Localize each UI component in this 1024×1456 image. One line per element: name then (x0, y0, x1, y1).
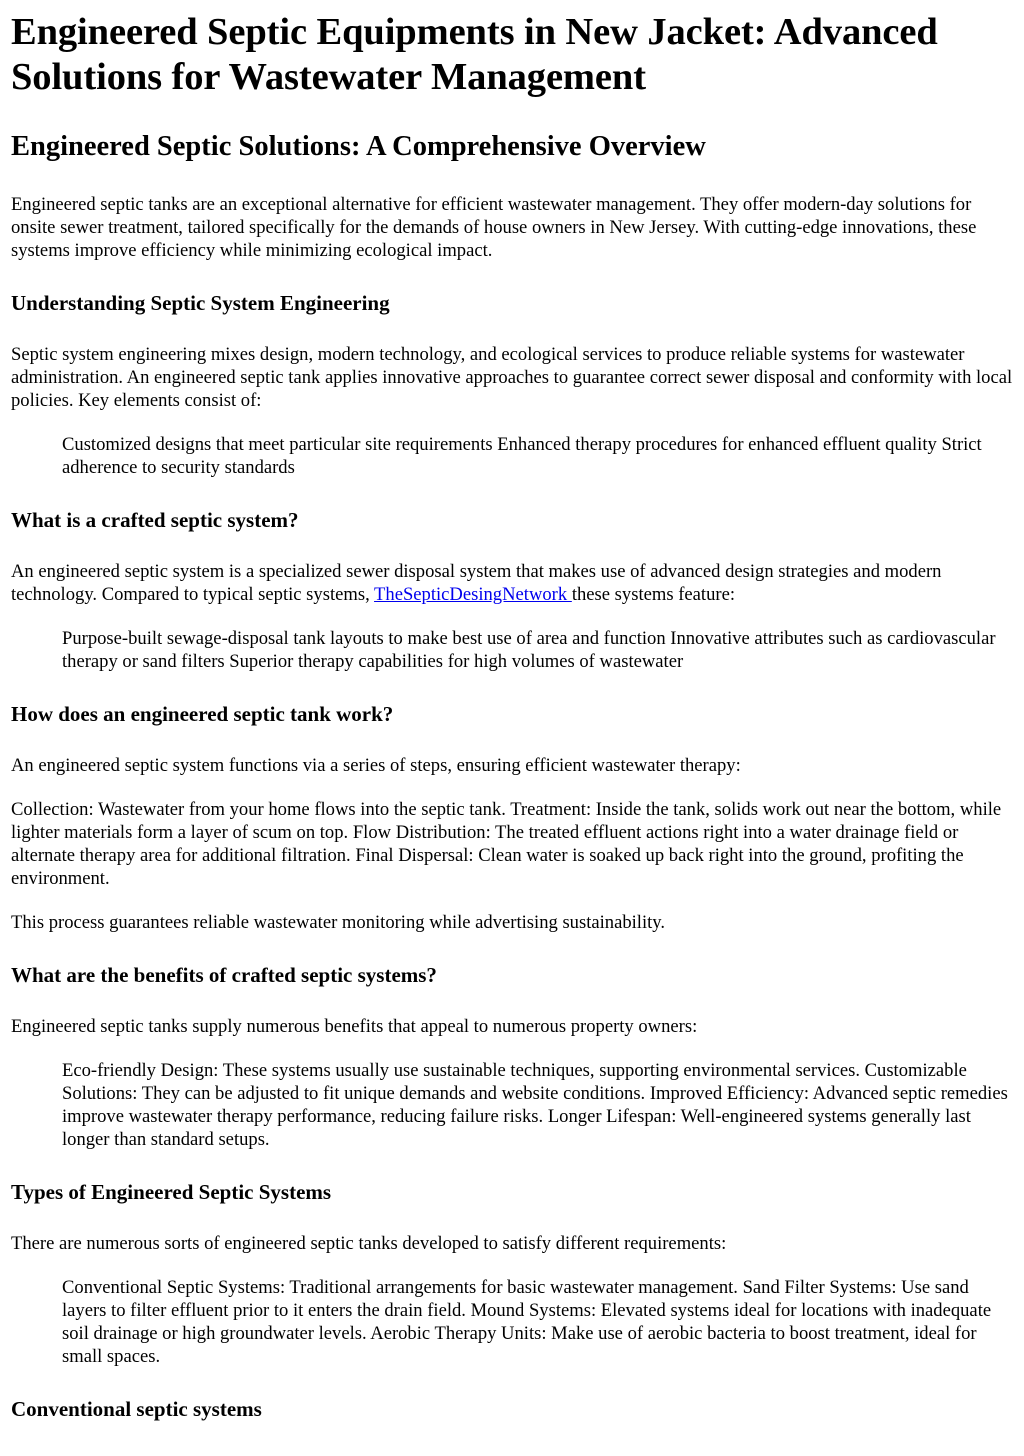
what-is-body-tail: these systems feature: (571, 584, 735, 605)
how-works-heading: How does an engineered septic tank work? (11, 702, 394, 726)
what-is-list: Purpose-built sewage-disposal tank layouts to make best use of area and function Innovative attributes such as cardiovascular therapy or sand filters Superior therapy capabilities for high volumes of wastewater (62, 628, 996, 672)
benefits-heading: What are the benefits of crafted septic systems? (11, 963, 437, 987)
conventional-heading: Conventional septic systems (11, 1397, 262, 1421)
types-heading: Types of Engineered Septic Systems (11, 1180, 332, 1204)
understanding-body: Septic system engineering mixes design, modern technology, and ecological services to produce reliable systems for wastewater administration. An engineered septic tank applies innovative approaches to guarantee correct sewer disposal and conformity with local policies. Key elements consist of: (11, 344, 1013, 411)
overview-heading: Engineered Septic Solutions: A Comprehensive Overview (11, 131, 706, 162)
article (0, 10, 1024, 1422)
what-is-body-text: An engineered septic system is a specialized sewer disposal system that makes use of advanced design strategies and modern technology. Compared to typical septic systems, (11, 561, 942, 605)
benefits-list: Eco-friendly Design: These systems usually use sustainable techniques, supporting environmental services. Customizable Solutions: They can be adjusted to fit unique demands and website conditions. Improved Efficiency: Advanced septic remedies improve wastewater therapy performance, reducing failure risks. Longer Lifespan: Well-engineered systems generally last longer than standard setups. (62, 1060, 1008, 1150)
types-list: Conventional Septic Systems: Traditional arrangements for basic wastewater management. Sand Filter Systems: Use sand layers to filter effluent prior to it enters the drain field. Mound Systems: Elevated systems ideal for locations with inadequate soil drainage or high groundwater levels. Aerobic Therapy Units: Make use of aerobic bacteria to boost treatment, ideal for small spaces. (62, 1277, 992, 1367)
what-is-body (11, 560, 1014, 606)
understanding-list: Customized designs that meet particular site requirements Enhanced therapy procedures for enhanced effluent quality Strict adherence to security standards (62, 434, 982, 478)
types-body: There are numerous sorts of engineered septic tanks developed to satisfy different requirements: (11, 1233, 727, 1254)
how-works-steps: Collection: Wastewater from your home flows into the septic tank. Treatment: Inside the tank, solids work out near the bottom, while lighter materials form a layer of scum on top. Flow Distribution: The treated effluent actions right into a water drainage field or alternate therapy area for additional filtration. Final Dispersal: Clean water is soaked up back right into the ground, profiting the environment. (11, 799, 1002, 889)
benefits-body: Engineered septic tanks supply numerous benefits that appeal to numerous property owners: (11, 1016, 698, 1037)
septic-network-link[interactable]: TheSepticDesingNetwork (374, 584, 572, 605)
understanding-heading: Understanding Septic System Engineering (11, 291, 390, 315)
how-works-closing: This process guarantees reliable wastewater monitoring while advertising sustainability. (11, 912, 666, 933)
page-title: Engineered Septic Equipments in New Jacket: Advanced Solutions for Wastewater Management (11, 11, 938, 98)
overview-intro: Engineered septic tanks are an exceptional alternative for efficient wastewater management. They offer modern-day solutions for onsite sewer treatment, tailored specifically for the demands of house owners in New Jersey. With cutting-edge innovations, these systems improve efficiency while minimizing ecological impact. (11, 194, 977, 261)
what-is-heading: What is a crafted septic system? (11, 508, 299, 532)
how-works-body: An engineered septic system functions via a series of steps, ensuring efficient wastewater therapy: (11, 755, 741, 776)
